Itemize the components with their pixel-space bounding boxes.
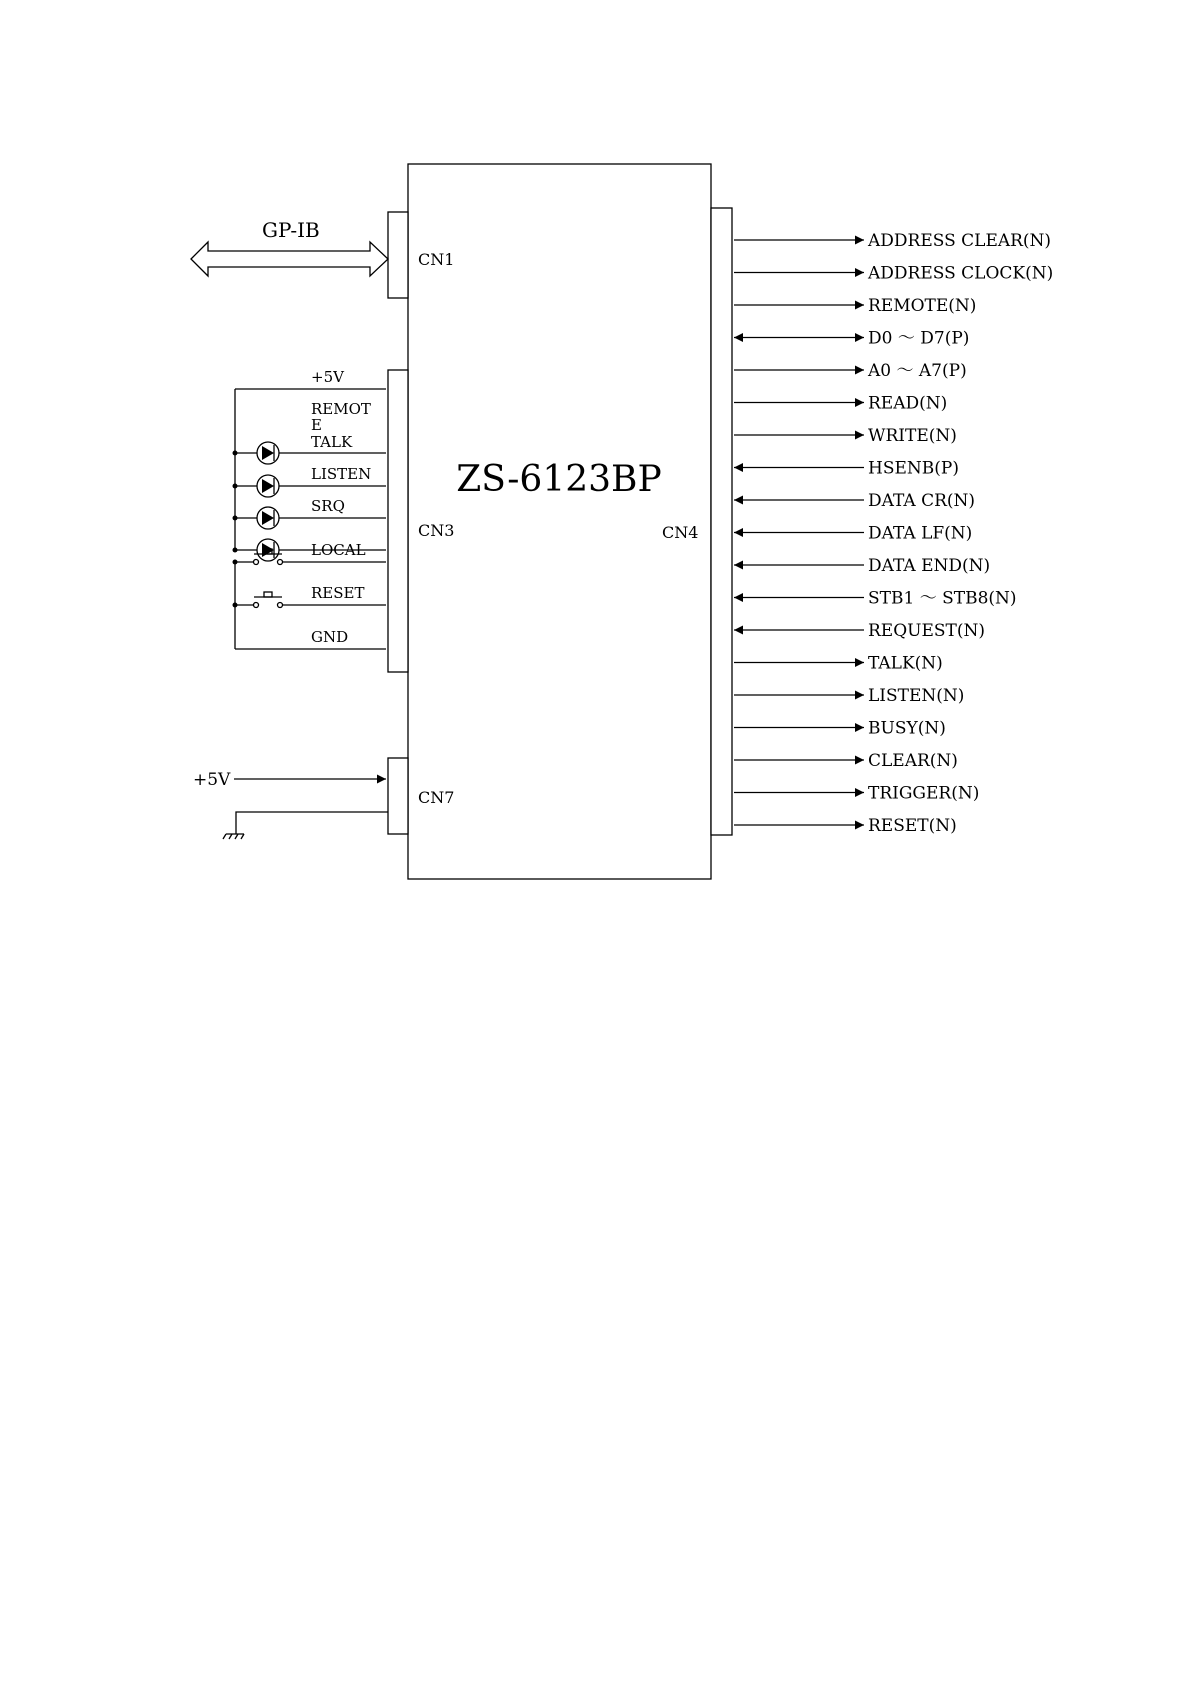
cn3-line <box>235 368 386 389</box>
cn4-signal-label: BUSY(N) <box>868 718 946 739</box>
cn4-signal-row <box>734 426 957 446</box>
cn4-signal-row <box>734 556 990 576</box>
cn4-signal-row <box>734 329 969 349</box>
ground-icon <box>223 812 388 839</box>
cn4-signal-row <box>734 719 946 739</box>
cn4-label: CN4 <box>662 523 699 542</box>
cn4-signal-row <box>734 524 972 544</box>
cn4-signal-label: RESET(N) <box>868 816 957 836</box>
cn4-signal-row <box>734 751 958 771</box>
cn3-line-label: RESET <box>311 584 365 602</box>
led-icon <box>257 475 279 497</box>
led-icon <box>257 507 279 529</box>
push-switch-icon <box>254 592 283 608</box>
cn3-line-label-wrap: E <box>311 416 322 434</box>
cn4-signal-row <box>734 264 1053 284</box>
cn7-connector <box>388 758 408 834</box>
gpib-label: GP-IB <box>262 218 320 242</box>
cn4-signal-label: REMOTE(N) <box>868 296 977 316</box>
cn4-signal-row <box>734 686 964 706</box>
cn4-signal-row <box>734 621 985 641</box>
cn3-line-label: LISTEN <box>311 465 372 483</box>
cn4-connector <box>711 208 732 835</box>
cn3-connector <box>388 370 408 672</box>
cn3-line-label: GND <box>311 628 349 646</box>
cn3-line <box>233 584 387 608</box>
cn3-line-label: LOCAL <box>311 541 366 559</box>
cn4-signal-label: DATA CR(N) <box>868 491 976 511</box>
cn4-signal-row <box>734 491 975 511</box>
cn4-signal-label: REQUEST(N) <box>868 621 986 641</box>
cn4-signal-row <box>734 231 1051 251</box>
cn3-line-label: SRQ <box>311 497 345 515</box>
cn4-signal-label: HSENB(P) <box>868 458 959 479</box>
cn7-supply-label: +5V <box>193 770 231 790</box>
cn3-line <box>233 465 387 529</box>
cn3-line-label: +5V <box>311 368 344 386</box>
cn7-label: CN7 <box>418 788 455 807</box>
cn4-signal-label: DATA END(N) <box>868 556 991 576</box>
cn4-signals <box>734 231 1053 836</box>
cn4-signal-label: STB1 ～ STB8(N) <box>868 588 1017 609</box>
cn3-line-label: REMOT <box>311 400 371 418</box>
cn4-signal-row <box>734 361 967 381</box>
cn4-signal-row <box>734 784 979 804</box>
cn3-label: CN3 <box>418 521 455 540</box>
cn4-signal-label: WRITE(N) <box>868 426 957 446</box>
cn4-signal-label: D0 ～ D7(P) <box>868 328 970 349</box>
led-icon <box>257 539 279 561</box>
cn3-line-label: TALK <box>311 433 353 451</box>
cn3-wiring <box>233 368 387 649</box>
cn4-signal-row <box>734 589 1017 609</box>
cn4-signal-label: TALK(N) <box>868 653 943 674</box>
cn4-signal-label: ADDRESS CLEAR(N) <box>868 231 1052 251</box>
cn1-connector <box>388 212 408 298</box>
cn4-signal-label: TRIGGER(N) <box>868 783 980 804</box>
cn4-signal-label: READ(N) <box>868 393 948 414</box>
cn4-signal-row <box>734 394 947 414</box>
cn1-label: CN1 <box>418 250 455 269</box>
cn4-signal-row <box>734 459 959 479</box>
led-icon <box>257 442 279 464</box>
cn3-line <box>233 400 387 464</box>
cn4-signal-label: A0 ～ A7(P) <box>868 361 967 381</box>
cn4-signal-row <box>734 654 943 674</box>
cn4-signal-row <box>734 816 957 836</box>
cn4-signal-label: ADDRESS CLOCK(N) <box>868 263 1054 284</box>
cn4-signal-row <box>734 296 976 316</box>
cn3-line <box>233 541 387 565</box>
cn4-signal-label: CLEAR(N) <box>868 751 958 771</box>
cn3-line <box>235 628 386 649</box>
cn4-signal-label: DATA LF(N) <box>868 523 973 544</box>
chip-title: ZS-6123BP <box>456 459 662 500</box>
gpib-bus-arrow <box>191 242 388 276</box>
cn4-signal-label: LISTEN(N) <box>868 686 965 706</box>
